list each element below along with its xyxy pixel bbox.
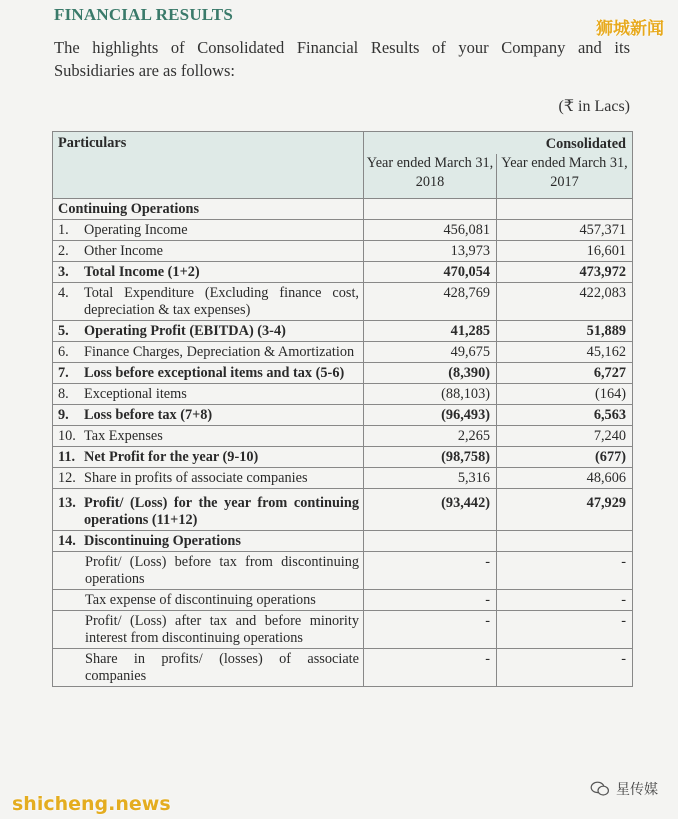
value-2017-cell: [497, 283, 633, 321]
row-label: [53, 220, 363, 240]
row-label-text: Other Income: [84, 243, 163, 259]
value-2018: 2,265: [457, 428, 490, 444]
row-label-text: Operating Income: [84, 222, 188, 238]
value-2018-cell: [364, 241, 497, 262]
value-2017-cell: [497, 321, 633, 342]
table-row: [53, 468, 633, 489]
value-2018-cell: [364, 552, 497, 590]
table-row: [53, 405, 633, 426]
table-row: [53, 199, 633, 220]
value-2018-cell: [364, 590, 497, 611]
particulars-cell: [53, 447, 364, 468]
row-label-text: Discontinuing Operations: [84, 533, 241, 549]
row-label: [53, 489, 363, 530]
row-label: [53, 590, 363, 610]
row-number: 8.: [58, 386, 69, 402]
row-label-text: Continuing Operations: [58, 201, 200, 217]
row-label-text: Profit/ (Loss) before tax from discontinuing operations: [85, 554, 359, 587]
col-2017-header-cell: [497, 154, 633, 199]
row-label-text: Tax Expenses: [84, 428, 163, 444]
table-row: [53, 447, 633, 468]
value-2017: -: [621, 554, 626, 570]
value-2018: (8,390): [448, 365, 490, 381]
table-row: [53, 363, 633, 384]
value-2018-cell: [364, 468, 497, 489]
value-2017: 48,606: [586, 470, 626, 486]
particulars-cell: [53, 262, 364, 283]
row-label: [53, 321, 363, 341]
value-2017: 422,083: [579, 285, 626, 301]
row-label-text: Loss before tax (7+8): [84, 407, 213, 423]
value-2017: 16,601: [586, 243, 626, 259]
particulars-cell: [53, 552, 364, 590]
value-2017: 473,972: [579, 264, 626, 280]
value-2018: 41,285: [450, 323, 490, 339]
value-2017-cell: [497, 531, 633, 552]
row-label: [53, 241, 363, 261]
particulars-cell: [53, 405, 364, 426]
value-2017-cell: [497, 220, 633, 241]
value-2018-cell: [364, 220, 497, 241]
table-row: [53, 220, 633, 241]
row-label-text: Share in profits of associate companies: [84, 470, 308, 486]
value-2017: (677): [595, 449, 626, 465]
particulars-cell: [53, 199, 364, 220]
value-2017: -: [621, 592, 626, 608]
particulars-cell: [53, 363, 364, 384]
particulars-cell: [53, 220, 364, 241]
table-row: [53, 611, 633, 649]
value-2017-cell: [497, 384, 633, 405]
row-label: [53, 426, 363, 446]
table-row: [53, 283, 633, 321]
table-row: [53, 241, 633, 262]
value-2017: 457,371: [579, 222, 626, 238]
row-number: 12.: [58, 470, 76, 486]
row-number: 11.: [58, 449, 76, 465]
table-header-row: [53, 132, 633, 155]
particulars-cell: [53, 241, 364, 262]
value-2017-cell: [497, 426, 633, 447]
value-2018-cell: [364, 384, 497, 405]
row-label-text: Profit/ (Loss) after tax and before minority interest from discontinuing operations: [85, 613, 359, 646]
row-number: 4.: [58, 285, 69, 301]
value-2017-cell: [497, 552, 633, 590]
unit-label: (₹ in Lacs): [558, 98, 630, 115]
particulars-cell: [53, 283, 364, 321]
value-2017: 51,889: [586, 323, 626, 339]
value-2018: 470,054: [443, 264, 490, 280]
value-2018-cell: [364, 262, 497, 283]
value-2018: 5,316: [457, 470, 490, 486]
value-2018: 456,081: [443, 222, 490, 238]
particulars-cell: [53, 468, 364, 489]
row-number: 13.: [58, 495, 76, 511]
value-2017: (164): [595, 386, 626, 402]
value-2017: 6,563: [593, 407, 626, 423]
col-2018-header-cell: [364, 154, 497, 199]
value-2018-cell: [364, 531, 497, 552]
value-2018: [364, 199, 490, 201]
row-label: [53, 611, 363, 648]
value-2018-cell: [364, 611, 497, 649]
table-row: [53, 649, 633, 687]
value-2018-cell: [364, 405, 497, 426]
row-label-text: Total Income (1+2): [84, 264, 200, 280]
table-row: [53, 426, 633, 447]
value-2018: (93,442): [441, 495, 490, 511]
row-number: 14.: [58, 533, 76, 549]
particulars-cell: [53, 649, 364, 687]
table-row: [53, 384, 633, 405]
value-2017: 47,929: [586, 495, 626, 511]
value-2018-cell: [364, 489, 497, 531]
row-label: [53, 363, 363, 383]
value-2017-cell: [497, 405, 633, 426]
row-number: 9.: [58, 407, 69, 423]
value-2017-cell: [497, 649, 633, 687]
table-row: [53, 590, 633, 611]
wechat-account-badge: [590, 779, 658, 799]
value-2017-cell: [497, 342, 633, 363]
table-row: [53, 531, 633, 552]
watermark-top: 狮城新闻: [596, 19, 664, 39]
particulars-cell: [53, 531, 364, 552]
value-2018-cell: [364, 321, 497, 342]
value-2018: (96,493): [441, 407, 490, 423]
table-row: [53, 262, 633, 283]
table-row: [53, 342, 633, 363]
particulars-cell: [53, 590, 364, 611]
col-2018-header: Year ended March 31, 2018: [366, 155, 494, 190]
financial-results-table: [52, 131, 633, 687]
wechat-icon: [590, 781, 610, 797]
row-number: 7.: [58, 365, 69, 381]
value-2017: -: [621, 613, 626, 629]
row-label-text: Tax expense of discontinuing operations: [85, 592, 316, 608]
watermark-bottom: shicheng.news: [12, 793, 171, 815]
row-number: 1.: [58, 222, 69, 238]
row-label: [53, 262, 363, 282]
value-2018-cell: [364, 342, 497, 363]
value-2018: 428,769: [443, 285, 490, 301]
value-2018-cell: [364, 426, 497, 447]
value-2017-cell: [497, 489, 633, 531]
row-label-text: Profit/ (Loss) for the year from continuing operations (11+12): [84, 495, 359, 528]
wechat-label: 星传媒: [616, 782, 658, 798]
value-2018-cell: [364, 363, 497, 384]
value-2017: 45,162: [586, 344, 626, 360]
row-label: [53, 405, 363, 425]
value-2017: 6,727: [593, 365, 626, 381]
particulars-header: Particulars: [58, 135, 127, 151]
value-2017-cell: [497, 241, 633, 262]
particulars-cell: [53, 611, 364, 649]
row-number: 6.: [58, 344, 69, 360]
value-2018: -: [485, 651, 490, 667]
consolidated-header: Consolidated: [545, 136, 626, 152]
row-label-text: Operating Profit (EBITDA) (3-4): [84, 323, 286, 339]
value-2018: (98,758): [441, 449, 490, 465]
particulars-header-cell: [53, 132, 364, 199]
row-label: [53, 531, 363, 551]
table-row: [53, 489, 633, 531]
row-label: [53, 342, 363, 362]
row-number: 5.: [58, 323, 69, 339]
value-2017: [497, 199, 626, 201]
value-2018: -: [485, 613, 490, 629]
row-label: [53, 552, 363, 589]
table-row: [53, 552, 633, 590]
row-number: 10.: [58, 428, 76, 444]
particulars-cell: [53, 489, 364, 531]
particulars-cell: [53, 384, 364, 405]
value-2018-cell: [364, 447, 497, 468]
row-label-text: Net Profit for the year (9-10): [84, 449, 259, 465]
row-number: 2.: [58, 243, 69, 259]
value-2018: [364, 531, 490, 533]
row-label-text: Total Expenditure (Excluding finance cost, depreciation & tax expenses): [84, 285, 359, 318]
value-2017-cell: [497, 447, 633, 468]
intro-paragraph: The highlights of Consolidated Financial Results of your Company and its Subsidiaries are as follows:: [54, 38, 630, 80]
particulars-cell: [53, 342, 364, 363]
consolidated-header-cell: [364, 132, 633, 155]
value-2018-cell: [364, 649, 497, 687]
value-2017: -: [621, 651, 626, 667]
particulars-cell: [53, 321, 364, 342]
row-label-text: Exceptional items: [84, 386, 187, 402]
value-2017-cell: [497, 363, 633, 384]
value-2017: [497, 531, 626, 533]
row-number: 3.: [58, 264, 69, 280]
col-2017-header: Year ended March 31, 2017: [501, 155, 628, 190]
row-label: [53, 649, 363, 686]
particulars-cell: [53, 426, 364, 447]
row-label: [53, 384, 363, 404]
row-label: [53, 468, 363, 488]
value-2018: -: [485, 554, 490, 570]
value-2018-cell: [364, 283, 497, 321]
value-2017-cell: [497, 199, 633, 220]
value-2018: -: [485, 592, 490, 608]
row-label-text: Loss before exceptional items and tax (5-6): [84, 365, 345, 381]
value-2018: (88,103): [441, 386, 490, 402]
value-2017-cell: [497, 590, 633, 611]
row-label: [53, 199, 363, 219]
value-2018: 49,675: [450, 344, 490, 360]
value-2017-cell: [497, 262, 633, 283]
row-label: [53, 283, 363, 320]
row-label-text: Share in profits/ (losses) of associate companies: [85, 651, 359, 684]
value-2017-cell: [497, 611, 633, 649]
section-heading: FINANCIAL RESULTS: [54, 5, 233, 24]
table-row: [53, 321, 633, 342]
row-label: [53, 447, 363, 467]
value-2017: 7,240: [593, 428, 626, 444]
value-2017-cell: [497, 468, 633, 489]
value-2018-cell: [364, 199, 497, 220]
row-label-text: Finance Charges, Depreciation & Amortization: [84, 344, 355, 360]
value-2018: 13,973: [450, 243, 490, 259]
